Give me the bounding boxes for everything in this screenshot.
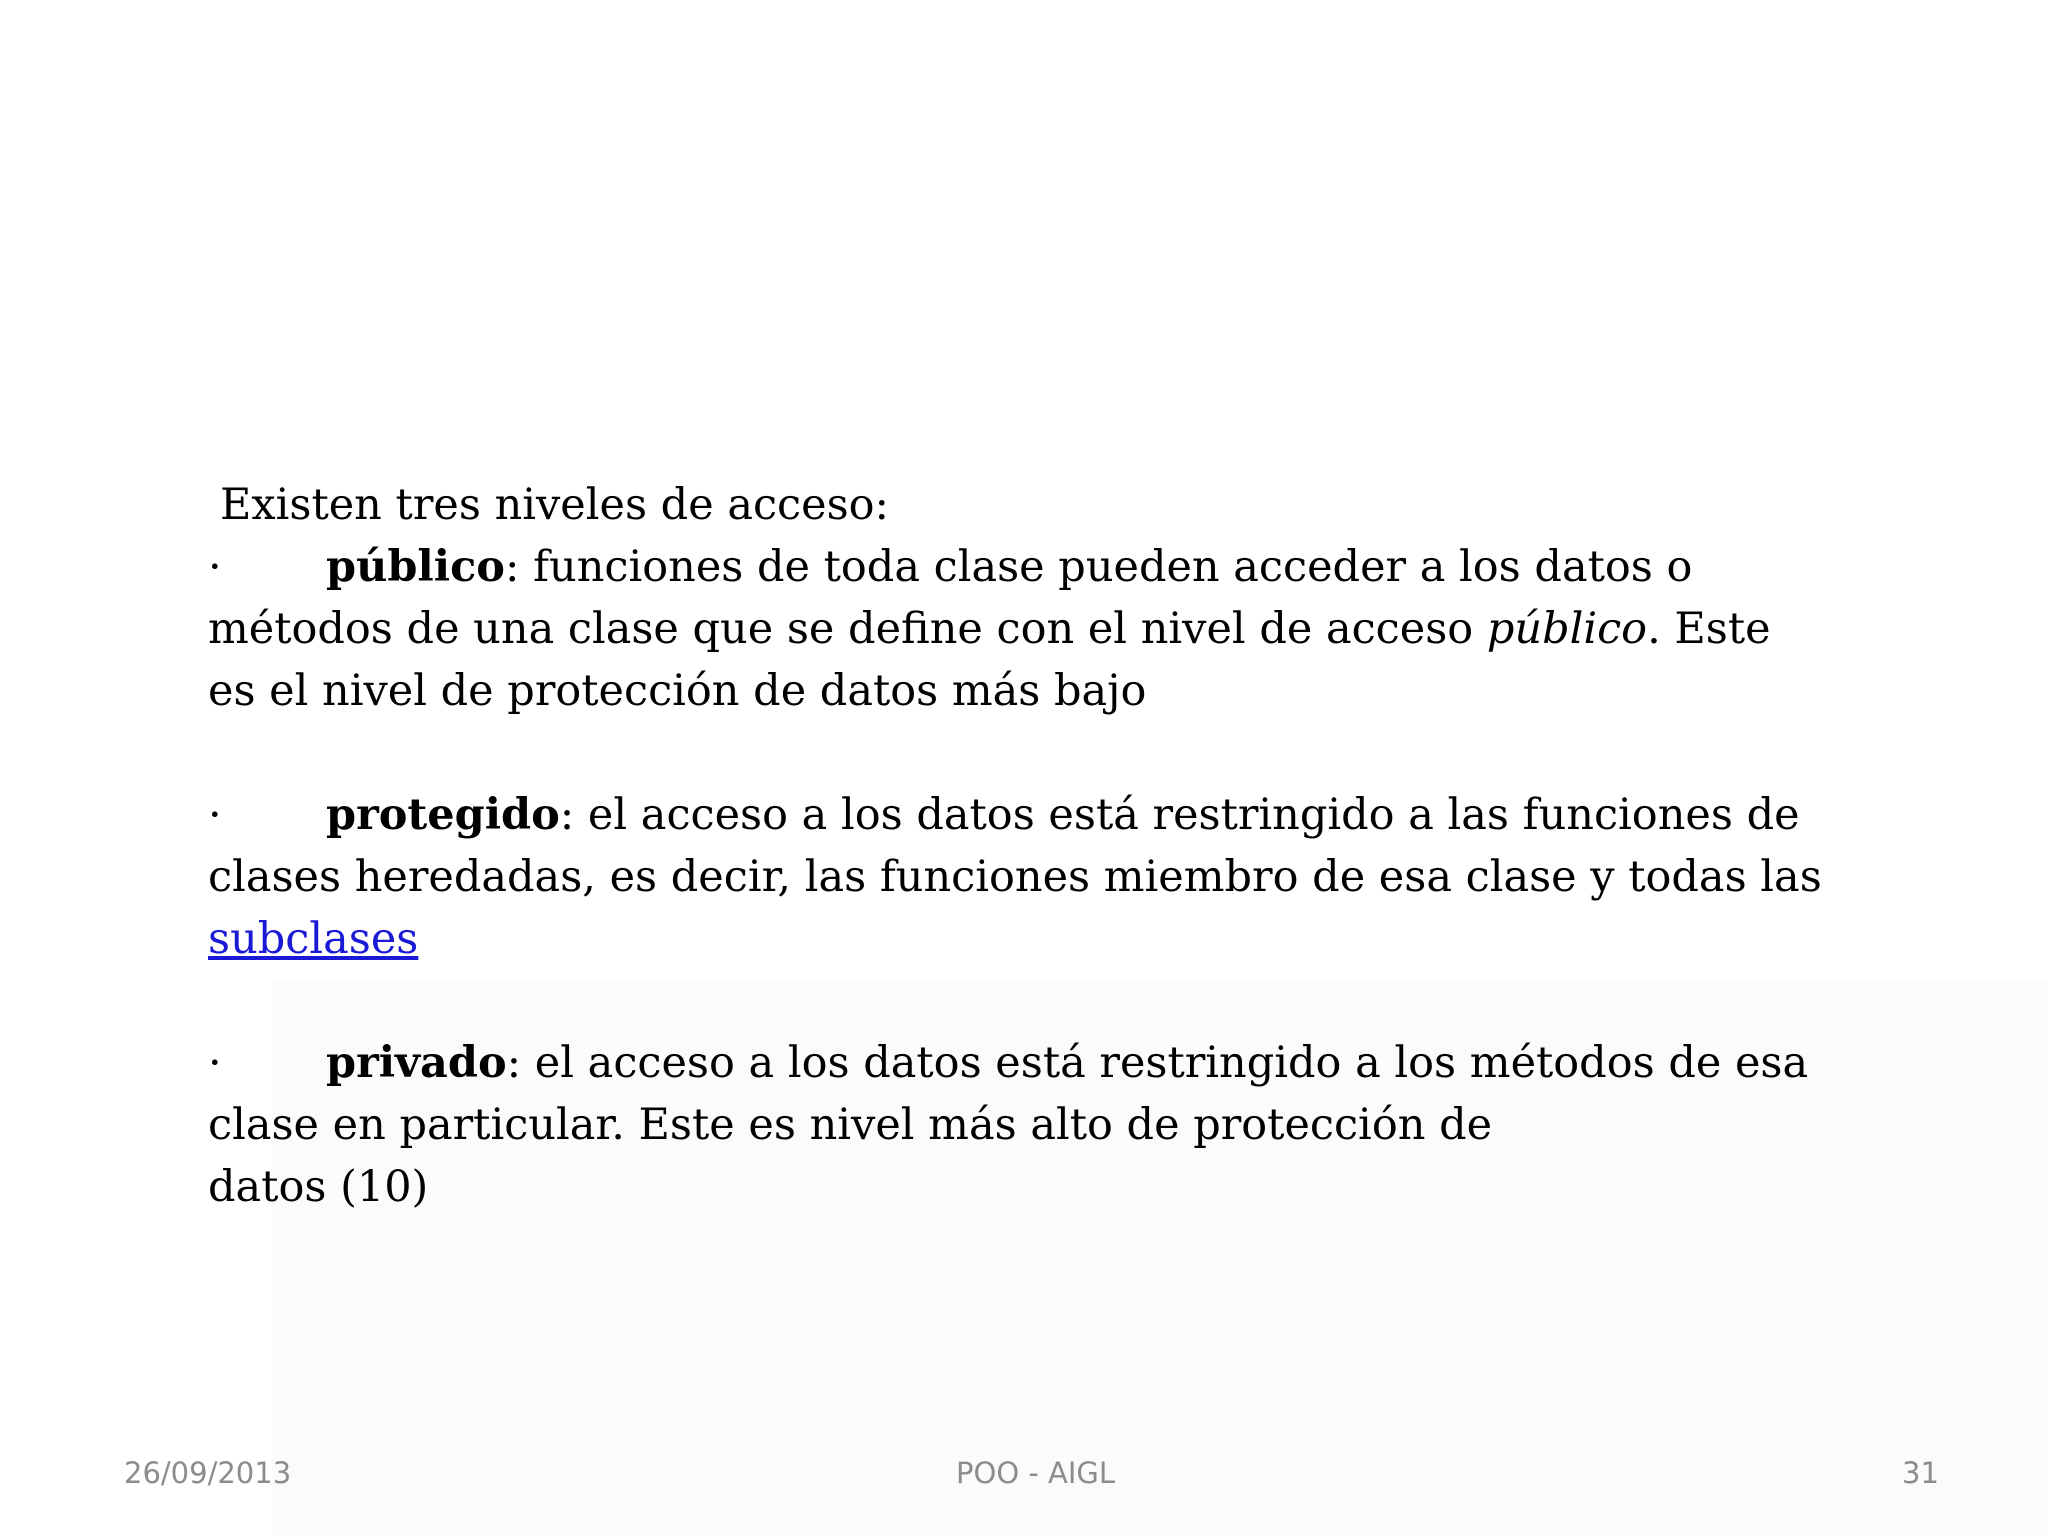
footer-title: POO - AIGL (956, 1456, 1116, 1490)
term-privado: privado (326, 1038, 507, 1088)
protegido-description: : el acceso a los datos está restringido a las funciones de clases heredadas, es decir, las funciones miembro de esa clase y todas las (208, 790, 1822, 902)
bullet-item-privado (208, 1032, 1828, 1218)
spacer (208, 970, 1828, 1032)
privado-description-end: datos (10) (208, 1162, 429, 1212)
publico-description-end: . Este es el nivel de protección de datos más bajo (208, 604, 1771, 716)
term-protegido: protegido (326, 790, 560, 840)
publico-emphasis: público (1486, 604, 1648, 654)
page-number: 31 (1902, 1456, 1939, 1490)
intro-text: Existen tres niveles de acceso: (220, 480, 890, 530)
slide-body (208, 474, 1828, 1218)
footer-date: 26/09/2013 (124, 1456, 292, 1490)
term-publico: público (326, 542, 505, 592)
spacer (208, 722, 1828, 784)
bullet-dot: · (208, 790, 222, 840)
bullet-item-publico (208, 536, 1828, 722)
subclases-link[interactable]: subclases (208, 914, 419, 964)
bullet-dot: · (208, 542, 222, 592)
privado-description: : el acceso a los datos está restringido a los métodos de esa clase en particular. Este es nivel más alto de protección de (208, 1038, 1809, 1150)
bullet-dot: · (208, 1038, 222, 1088)
publico-description: : funciones de toda clase pueden acceder a los datos o métodos de una clase que se define con el nivel de acceso (208, 542, 1693, 654)
bullet-item-protegido (208, 784, 1828, 970)
